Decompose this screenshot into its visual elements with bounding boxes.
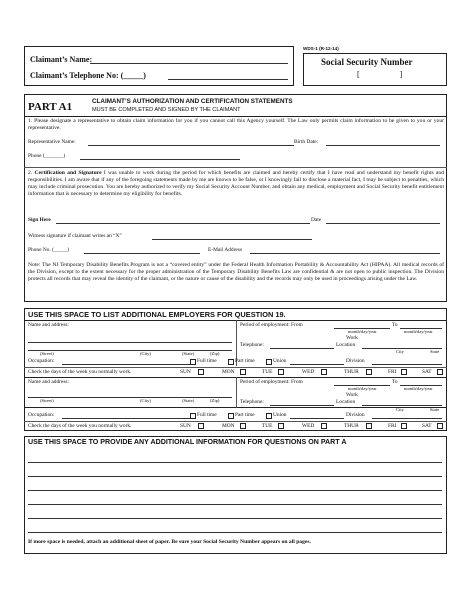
days-divider <box>24 421 447 422</box>
date-format-from: month/day/year <box>348 329 377 334</box>
occupation-label: Occupation: <box>28 412 55 418</box>
day-mon: MON <box>222 423 235 429</box>
division-field[interactable] <box>372 364 442 365</box>
birth-date-field[interactable] <box>326 145 440 146</box>
union-field[interactable] <box>290 364 344 365</box>
work-label: Work <box>346 392 358 398</box>
location-label: Location <box>336 342 356 348</box>
part-a1-label: PART A1 <box>28 101 73 113</box>
division-field[interactable] <box>372 418 442 419</box>
state-label: (State) <box>182 398 195 403</box>
ssn-field[interactable]: [ ] <box>357 70 403 79</box>
day-sat-checkbox[interactable] <box>437 369 443 375</box>
day-sun-checkbox[interactable] <box>198 369 204 375</box>
to-label: To <box>392 379 398 385</box>
state2-label: State <box>430 407 440 412</box>
additional-info-footer: If more space is needed, attach an additional sheet of paper. Be sure your Social Security Number appears on all pages. <box>28 539 311 545</box>
part-time-label: Part time <box>235 358 255 364</box>
day-sun-checkbox[interactable] <box>198 423 204 429</box>
street-label: (Street) <box>40 398 54 403</box>
part-time-checkbox[interactable] <box>228 413 234 419</box>
zip-label: (Zip) <box>210 398 220 403</box>
day-tue: TUE <box>262 369 273 375</box>
info-line-5[interactable] <box>28 518 442 519</box>
date-format-from: month/day/year <box>348 386 377 391</box>
check-days-label: Check the days of the week you normally work. <box>28 423 132 429</box>
day-tue: TUE <box>262 423 273 429</box>
rep-phone-label: Phone (_______) <box>28 153 66 159</box>
hipaa-note: Note: The NJ Temporary Disability Benefits Program is not a “covered entity” under the Federal Health Information Portability & Accountability Act (HIPAA). All medical records of the Division, except to the extent necessary for the proper administration of the Temporary Disability Benefits Law are confidential & are not open to public inspection. The Division protects all records that may reveal the identity of the claimant, or the nature or cause of the disability and the records may only be used in proceedings arising under the Law. <box>28 262 444 282</box>
day-fri: FRI <box>388 369 397 375</box>
part-a1-divider <box>24 116 447 117</box>
part-a1-subtitle: MUST BE COMPLETED AND SIGNED BY THE CLAIMANT <box>92 107 241 113</box>
info-line-2[interactable] <box>28 476 442 477</box>
rep-name-label: Representative Name: <box>28 139 76 145</box>
day-sun: SUN <box>180 369 191 375</box>
signature-field[interactable] <box>56 223 310 224</box>
claimant-phone-field[interactable] <box>168 79 288 80</box>
day-fri-checkbox[interactable] <box>401 423 407 429</box>
name-address-label: Name and address: <box>28 379 70 385</box>
part-time-checkbox[interactable] <box>228 359 234 365</box>
telephone-field[interactable] <box>270 405 334 406</box>
claimant-name-field[interactable] <box>90 63 288 64</box>
day-thur: THUR <box>344 369 359 375</box>
day-wed: WED <box>302 423 315 429</box>
rep-name-field[interactable] <box>88 145 294 146</box>
day-thur-checkbox[interactable] <box>366 423 372 429</box>
day-fri-checkbox[interactable] <box>401 369 407 375</box>
period-label: Period of employment: From <box>240 322 303 328</box>
day-sat-checkbox[interactable] <box>437 423 443 429</box>
day-wed-checkbox[interactable] <box>321 369 327 375</box>
street-label: (Street) <box>40 351 54 356</box>
claimant-name-label: Claimant’s Name: <box>30 55 93 64</box>
additional-info-box <box>24 436 447 554</box>
check-days-label: Check the days of the week you normally work. <box>28 369 132 375</box>
email-field[interactable] <box>250 253 440 254</box>
state-label: (State) <box>182 351 195 356</box>
day-fri: FRI <box>388 423 397 429</box>
sign-here-label: Sign Here <box>28 217 51 223</box>
zip-label: (Zip) <box>210 351 220 356</box>
union-checkbox[interactable] <box>266 413 272 419</box>
day-tue-checkbox[interactable] <box>278 369 284 375</box>
phone-no-label: Phone No. (_____) <box>28 247 70 253</box>
employers-title: USE THIS SPACE TO LIST ADDITIONAL EMPLOYERS FOR QUESTION 19. <box>28 310 286 319</box>
date-format-to: month/day/year <box>404 329 433 334</box>
location-label: Location <box>336 399 356 405</box>
part-time-label: Part time <box>235 412 255 418</box>
division-label: Division <box>346 412 365 418</box>
full-time-checkbox[interactable] <box>190 359 196 365</box>
address-field[interactable] <box>28 350 232 351</box>
form-code: WDS-1 (R-12-14) <box>303 46 339 51</box>
info-line-1[interactable] <box>28 462 442 463</box>
union-label: Union <box>273 412 287 418</box>
full-time-label: Full time <box>197 358 217 364</box>
witness-label: Witness signature if claimant writes an “X” <box>28 233 122 239</box>
rep-phone-field[interactable] <box>80 159 240 160</box>
info-line-4[interactable] <box>28 504 442 505</box>
name-address-field[interactable] <box>28 397 232 398</box>
telephone-label: Telephone: <box>240 399 264 405</box>
day-thur-checkbox[interactable] <box>366 369 372 375</box>
city2-label: City <box>396 349 404 354</box>
date-label: Date <box>311 217 322 223</box>
division-label: Division <box>346 358 365 364</box>
name-address-label: Name and address: <box>28 322 70 328</box>
day-mon-checkbox[interactable] <box>240 423 246 429</box>
phone-no-field[interactable] <box>84 253 200 254</box>
work-label: Work <box>346 335 358 341</box>
day-mon-checkbox[interactable] <box>240 369 246 375</box>
claimant-phone-label: Claimant’s Telephone No: (_____) <box>30 71 146 80</box>
info-line-6[interactable] <box>28 532 442 533</box>
occupation-field[interactable] <box>62 364 190 365</box>
city-label: (City) <box>140 398 151 403</box>
additional-info-title: USE THIS SPACE TO PROVIDE ANY ADDITIONAL INFORMATION FOR QUESTIONS ON PART A <box>28 438 347 446</box>
occupation-label: Occupation: <box>28 358 55 364</box>
state2-label: State <box>430 349 440 354</box>
telephone-label: Telephone: <box>240 342 264 348</box>
item-divider <box>24 167 447 168</box>
day-sun: SUN <box>180 423 191 429</box>
day-tue-checkbox[interactable] <box>278 423 284 429</box>
full-time-checkbox[interactable] <box>190 413 196 419</box>
union-field[interactable] <box>290 418 344 419</box>
email-label: E-Mail Address <box>208 247 242 253</box>
to-label: To <box>392 322 398 328</box>
day-wed: WED <box>302 369 315 375</box>
city-label: (City) <box>140 351 151 356</box>
part-a1-title: CLAIMANT’S AUTHORIZATION AND CERTIFICATION STATEMENTS <box>92 98 293 105</box>
union-checkbox[interactable] <box>266 359 272 365</box>
column-divider <box>236 377 237 408</box>
date-format-to: month/day/year <box>404 386 433 391</box>
day-sat: SAT <box>422 423 432 429</box>
day-mon: MON <box>222 369 235 375</box>
claimant-info-box <box>24 46 294 86</box>
day-thur: THUR <box>344 423 359 429</box>
date-field[interactable] <box>326 223 440 224</box>
name-address-field[interactable] <box>28 342 232 343</box>
union-label: Union <box>273 358 287 364</box>
item2-text: 2. Certification and Signature I was unable to work during the period for which benefits are claimed and hereby certify that I have read and understand my benefit rights and responsibilities. I am aware that if any of the foregoing statements made by me are known to be false, or I knowingly fail to disclose a material fact, I may be subject to penalties, which may include criminal prosecution. You are hereby authorized to verify my Social Security Account Number, and obtain any medical, employment and Social Security benefit entitlement information that is necessary to determine my eligibility for benefits. <box>28 170 444 197</box>
days-divider <box>24 367 447 368</box>
location-field[interactable] <box>362 405 442 406</box>
birth-date-label: Birth Date: <box>294 139 319 145</box>
day-sat: SAT <box>422 369 432 375</box>
full-time-label: Full time <box>197 412 217 418</box>
witness-field[interactable] <box>152 239 312 240</box>
occupation-field[interactable] <box>62 418 190 419</box>
day-wed-checkbox[interactable] <box>321 423 327 429</box>
info-line-3[interactable] <box>28 490 442 491</box>
city2-label: City <box>396 407 404 412</box>
period-label: Period of employment: From <box>240 379 303 385</box>
item1-text: 1. Please designate a representative to obtain claim information for you if you cannot call this Agency yourself. The Law only permits claim information to be given to you or your representative. <box>28 118 444 131</box>
telephone-field[interactable] <box>270 348 334 349</box>
ssn-title: Social Security Number <box>321 57 413 67</box>
